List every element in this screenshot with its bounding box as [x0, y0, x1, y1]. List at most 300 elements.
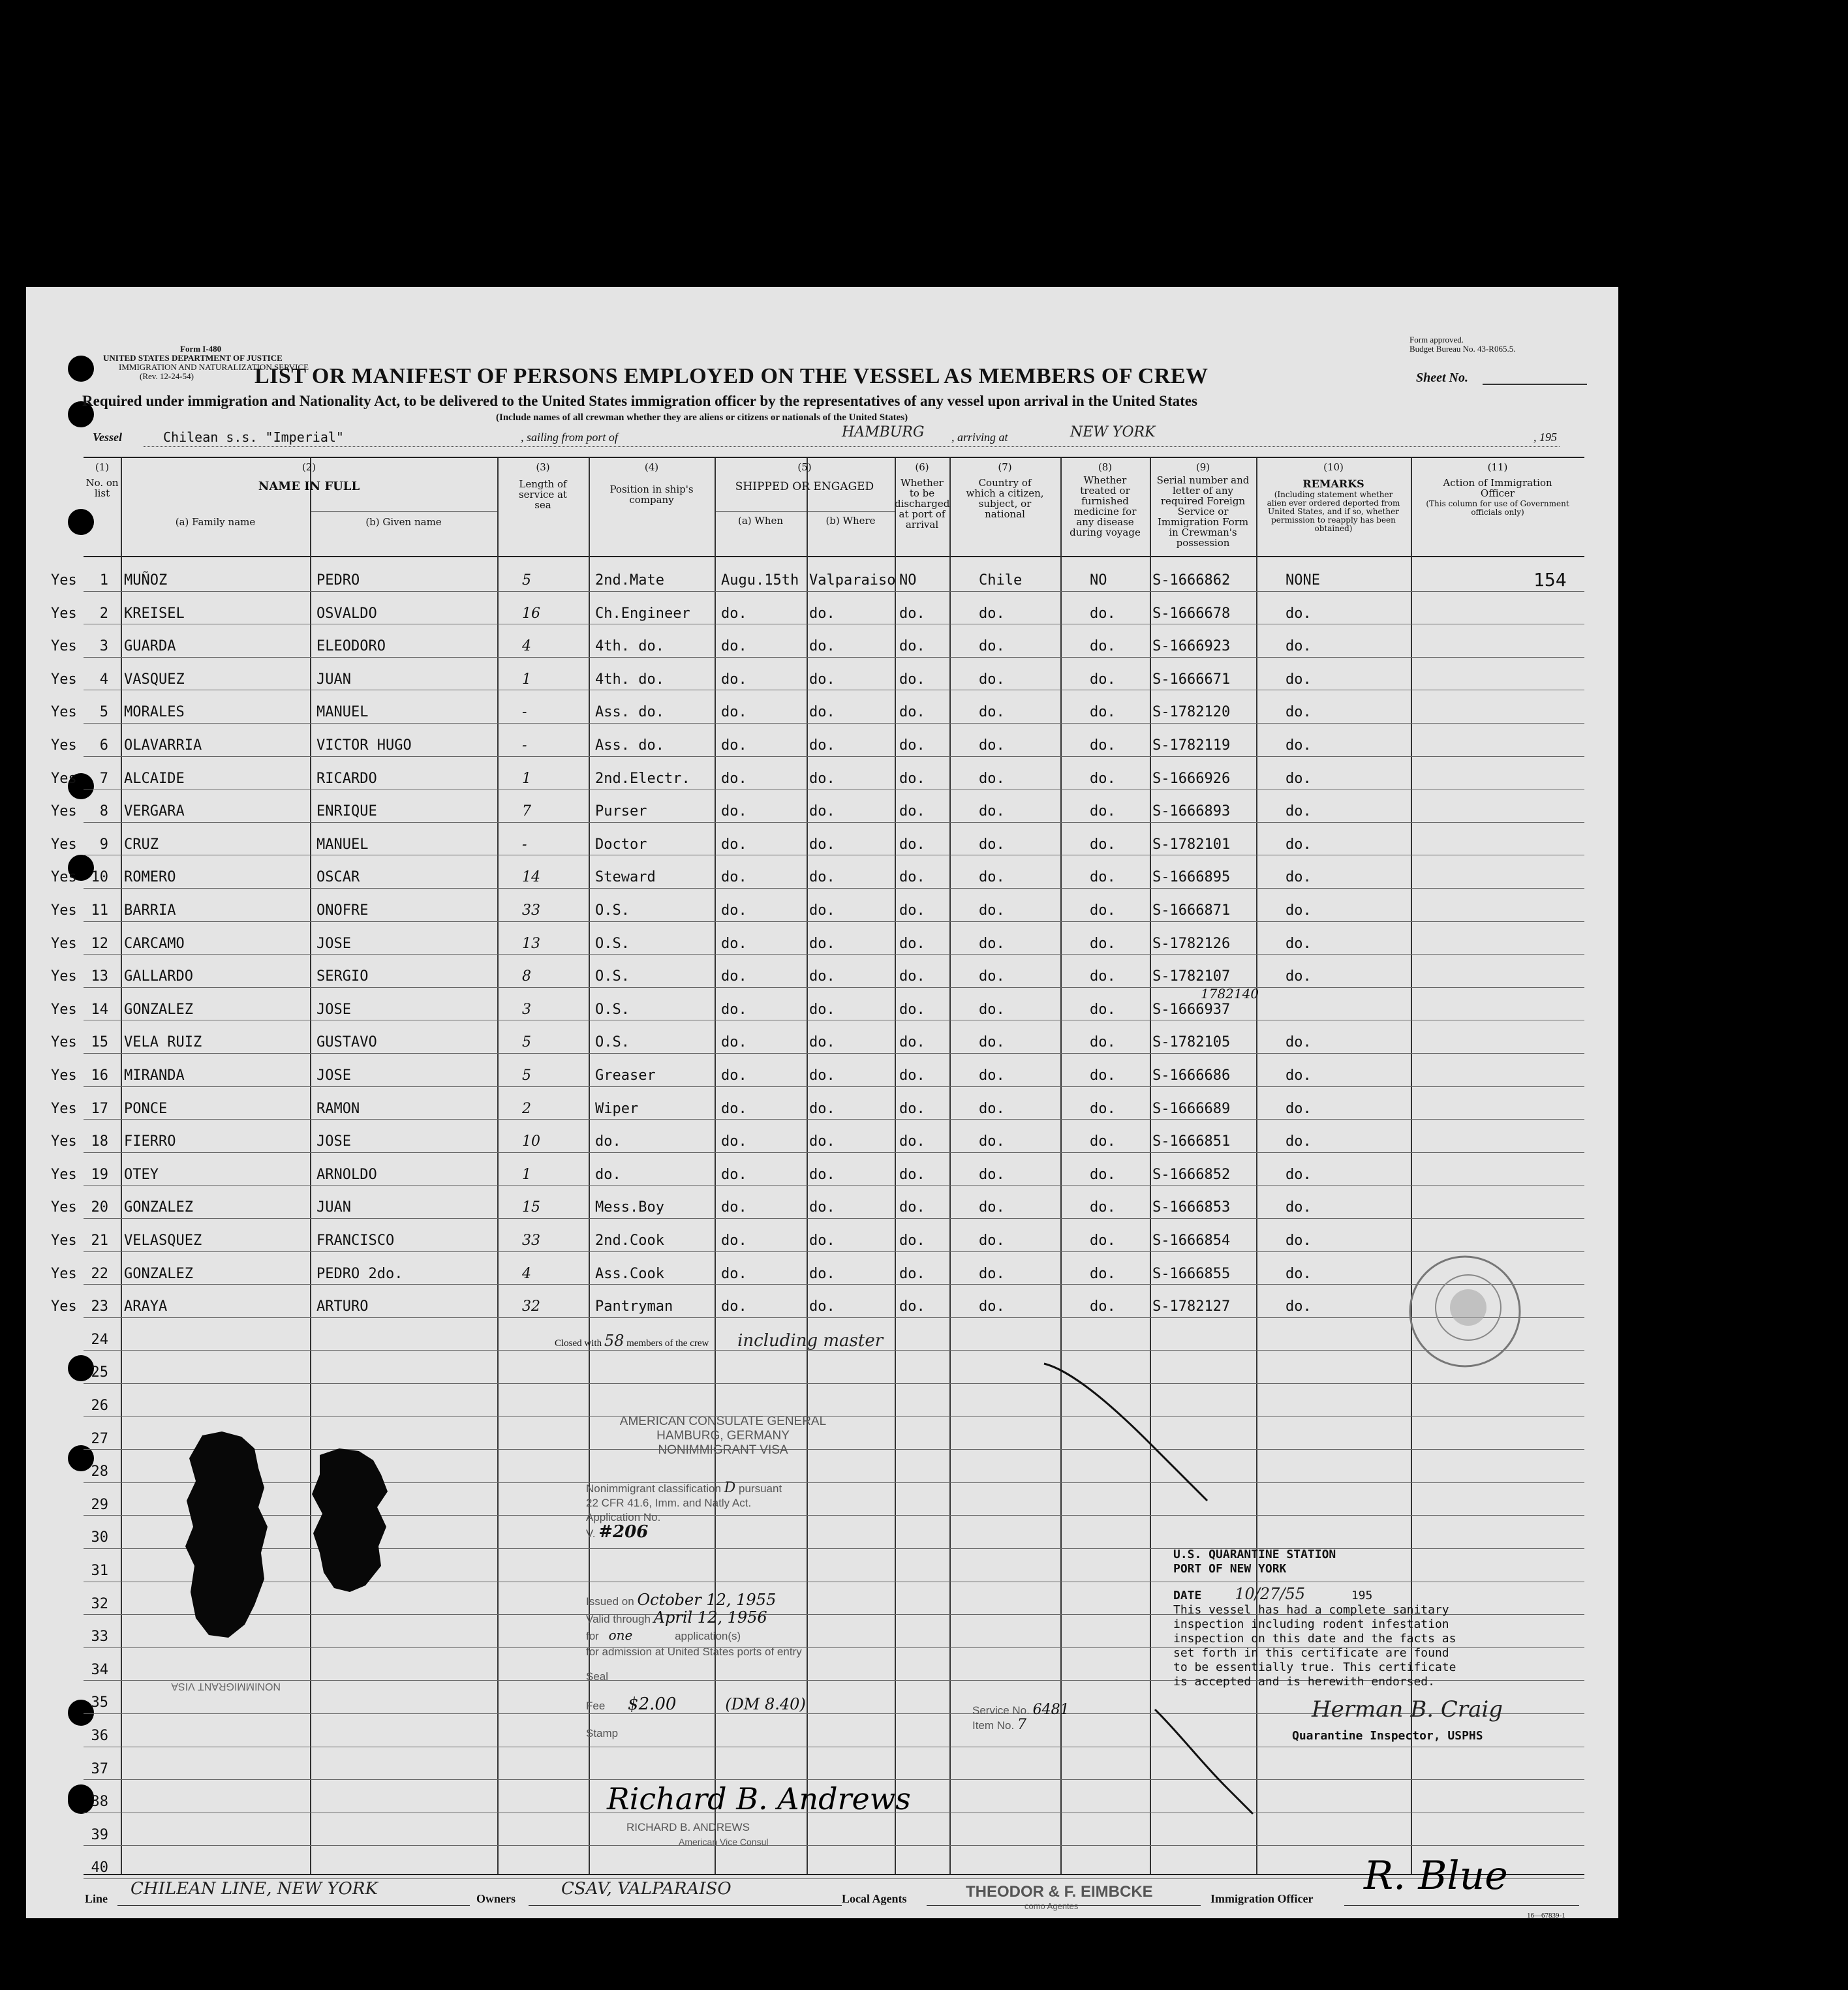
cell-position: O.S.	[595, 1034, 630, 1050]
cell-when: do.	[721, 902, 747, 919]
col2-header	[121, 462, 497, 492]
cell-given: ARNOLDO	[316, 1167, 377, 1183]
cell-family: FIERRO	[124, 1133, 176, 1150]
visa-for-value: one	[608, 1627, 633, 1643]
cell-given: ARTURO	[316, 1298, 369, 1315]
row-number: 31	[91, 1563, 108, 1579]
cell-country: do.	[979, 1298, 1005, 1315]
footer-owners-rule	[529, 1905, 842, 1906]
row-rule	[84, 822, 1584, 823]
cell-position: O.S.	[595, 968, 630, 985]
visa-class-value: D	[724, 1480, 736, 1496]
cell-serial: S-1666851	[1152, 1133, 1231, 1150]
cell-medicine: do.	[1090, 737, 1116, 754]
cell-service: 33	[522, 1232, 540, 1249]
col10-title: REMARKS	[1302, 478, 1364, 490]
cell-position: 2nd.Electr.	[595, 771, 690, 787]
budget-number: Budget Bureau No. 43-R065.5.	[1409, 344, 1516, 354]
cell-discharged: do.	[899, 869, 925, 885]
col7-number: (7)	[998, 461, 1012, 473]
pen-strokes	[1031, 1344, 1305, 1840]
cell-position: 2nd.Cook	[595, 1232, 664, 1249]
row-mark: Yes	[51, 1199, 77, 1216]
cell-where: do.	[809, 771, 835, 787]
cell-where: do.	[809, 1133, 835, 1150]
cell-family: OLAVARRIA	[124, 737, 202, 754]
visa-fee-note: (DM 8.40)	[725, 1695, 806, 1713]
quarantine-text3: inspection on this date and the facts as	[1173, 1632, 1456, 1646]
cell-remarks: do.	[1286, 1167, 1312, 1183]
row-number: 34	[91, 1662, 108, 1678]
cell-family: VELASQUEZ	[124, 1232, 202, 1249]
cell-discharged: do.	[899, 1034, 925, 1050]
cell-family: MIRANDA	[124, 1067, 185, 1084]
cell-medicine: do.	[1090, 1133, 1116, 1150]
cell-medicine: do.	[1090, 1232, 1116, 1249]
cell-given: JOSE	[316, 1133, 351, 1150]
cell-country: do.	[979, 605, 1005, 622]
cell-given: PEDRO 2do.	[316, 1266, 403, 1282]
cell-given: JOSE	[316, 1002, 351, 1018]
row-mark: Yes	[51, 771, 77, 787]
row-mark: Yes	[51, 1034, 77, 1050]
cell-when: do.	[721, 803, 747, 819]
row-number: 5	[99, 704, 108, 720]
cell-discharged: do.	[899, 1199, 925, 1216]
cell-where: do.	[809, 1034, 835, 1050]
cell-where: do.	[809, 671, 835, 688]
row-rule	[84, 888, 1584, 889]
service-name: IMMIGRATION AND NATURALIZATION SERVICE	[119, 362, 309, 372]
arriving-port: NEW YORK	[1070, 424, 1156, 440]
col11-number: (11)	[1487, 461, 1508, 473]
row-mark: Yes	[51, 902, 77, 919]
row-rule	[84, 1218, 1584, 1219]
cell-position: Pantryman	[595, 1298, 673, 1315]
cell-given: OSCAR	[316, 869, 360, 885]
visa-issued-label: Issued on	[586, 1595, 634, 1608]
row-number: 15	[91, 1034, 108, 1050]
cell-remarks: do.	[1286, 1232, 1312, 1249]
col4-title: Position in ship's company	[609, 483, 694, 506]
cell-service: -	[522, 704, 527, 720]
row-number: 40	[91, 1860, 108, 1876]
cell-position: Ass. do.	[595, 704, 664, 720]
row-rule	[84, 591, 1584, 592]
cell-serial: S-1666923	[1152, 638, 1231, 654]
footer-line-label: Line	[85, 1892, 108, 1905]
cell-service: 7	[522, 803, 531, 819]
row-mark: Yes	[51, 1298, 77, 1315]
cell-remarks: do.	[1286, 1034, 1312, 1050]
row-rule	[84, 1383, 1584, 1384]
visa-pursuant: pursuant	[739, 1482, 782, 1495]
col7-title: Country of which a citizen, subject, or national	[966, 477, 1044, 520]
row-rule	[84, 1152, 1584, 1153]
cell-where: do.	[809, 936, 835, 952]
cell-position: Mess.Boy	[595, 1199, 664, 1216]
cell-where: do.	[809, 1298, 835, 1315]
item-no-label: Item No.	[972, 1719, 1015, 1732]
row-number: 39	[91, 1827, 108, 1843]
cell-service: 33	[522, 902, 540, 919]
quarantine-inspector-title: Quarantine Inspector, USPHS	[1292, 1729, 1483, 1743]
cell-country: do.	[979, 771, 1005, 787]
visa-for-label: for	[586, 1630, 599, 1642]
row-number: 1	[99, 572, 108, 589]
cell-medicine: do.	[1090, 1266, 1116, 1282]
cell-service: 3	[522, 1002, 531, 1018]
cell-country: do.	[979, 704, 1005, 720]
cell-when: do.	[721, 605, 747, 622]
cell-position: Ch.Engineer	[595, 605, 690, 622]
cell-where: do.	[809, 1232, 835, 1249]
consulate-line3: NONIMMIGRANT VISA	[658, 1443, 788, 1457]
col1-title: No. on list	[85, 477, 119, 499]
cell-country: do.	[979, 1002, 1005, 1018]
closed-note	[555, 1331, 883, 1351]
row-number: 11	[91, 902, 108, 919]
cell-discharged: do.	[899, 1101, 925, 1117]
cell-discharged: do.	[899, 638, 925, 654]
cell-when: do.	[721, 737, 747, 754]
cell-discharged: NO	[899, 572, 917, 589]
col3-number: (3)	[536, 461, 550, 473]
cell-service: -	[522, 737, 527, 754]
cell-given: JUAN	[316, 1199, 351, 1216]
quarantine-line1: U.S. QUARANTINE STATION	[1173, 1548, 1336, 1561]
cell-given: RAMON	[316, 1101, 360, 1117]
header-bottom-rule	[84, 556, 1584, 557]
visa-block	[586, 1481, 782, 1541]
col8-header	[1060, 462, 1150, 538]
col-divider	[895, 458, 896, 1874]
serial-handwritten-correction: 1782140	[1201, 986, 1259, 1002]
cell-serial: S-1666855	[1152, 1266, 1231, 1282]
cell-service: 4	[522, 638, 531, 654]
cell-family: CRUZ	[124, 836, 159, 853]
cell-service: 14	[522, 869, 540, 885]
cell-when: do.	[721, 1067, 747, 1084]
row-number: 10	[91, 869, 108, 885]
row-rule	[84, 1284, 1584, 1285]
visa-fee-value: $2.00	[628, 1694, 677, 1714]
cell-when: do.	[721, 704, 747, 720]
cell-when: do.	[721, 968, 747, 985]
visa-applications-label: application(s)	[675, 1630, 741, 1642]
cell-when: do.	[721, 1298, 747, 1315]
quarantine-signature: Herman B. Craig	[1312, 1696, 1503, 1722]
footer-agents-stamp: THEODOR & F. EIMBCKE	[966, 1883, 1153, 1901]
cell-medicine: do.	[1090, 771, 1116, 787]
row-number: 6	[99, 737, 108, 754]
arriving-label: , arriving at	[951, 431, 1008, 444]
visa-application-label: Application No.	[586, 1511, 661, 1523]
cell-country: do.	[979, 902, 1005, 919]
cell-discharged: do.	[899, 671, 925, 688]
cell-country: do.	[979, 638, 1005, 654]
cell-when: do.	[721, 836, 747, 853]
cell-family: GONZALEZ	[124, 1199, 193, 1216]
punch-hole	[68, 509, 94, 535]
row-rule	[84, 723, 1584, 724]
col11-title: Action of Immigration Officer	[1443, 477, 1552, 499]
cell-family: PONCE	[124, 1101, 168, 1117]
row-mark: Yes	[51, 737, 77, 754]
visa-stamp-label: Stamp	[586, 1727, 619, 1739]
visa-issued-value: October 12, 1955	[637, 1591, 777, 1609]
visa-cfr: 22 CFR 41.6, Imm. and Natly Act.	[586, 1497, 752, 1509]
col10-header	[1256, 462, 1411, 533]
cell-given: MANUEL	[316, 836, 369, 853]
cell-discharged: do.	[899, 836, 925, 853]
cell-family: MORALES	[124, 704, 185, 720]
cell-where: do.	[809, 1002, 835, 1018]
cell-where: do.	[809, 704, 835, 720]
blotted-stamp-area	[131, 1429, 431, 1703]
row-number: 26	[91, 1398, 108, 1414]
quarantine-line2: PORT OF NEW YORK	[1173, 1562, 1287, 1576]
cell-serial: S-1666678	[1152, 605, 1231, 622]
quarantine-text6: is accepted and is herewith endorsed.	[1173, 1675, 1435, 1689]
cell-serial: S-1666854	[1152, 1232, 1231, 1249]
cell-family: ALCAIDE	[124, 771, 185, 787]
visa-app-number: #206	[598, 1522, 649, 1542]
cell-service: 5	[522, 1034, 531, 1050]
cell-discharged: do.	[899, 1167, 925, 1183]
cell-where: do.	[809, 902, 835, 919]
cell-position: 2nd.Mate	[595, 572, 664, 589]
cell-family: VERGARA	[124, 803, 185, 819]
cell-country: Chile	[979, 572, 1023, 589]
footer-agents-label: Local Agents	[842, 1892, 907, 1905]
closed-printed-b: members of the crew	[626, 1338, 709, 1349]
footer-officer-rule	[1344, 1905, 1579, 1906]
cell-medicine: do.	[1090, 836, 1116, 853]
cell-remarks: do.	[1286, 704, 1312, 720]
col2a-header: (a) Family name	[175, 516, 256, 528]
cell-remarks: NONE	[1286, 572, 1320, 589]
cell-remarks: do.	[1286, 1266, 1312, 1282]
row-mark: Yes	[51, 803, 77, 819]
row-rule	[84, 1185, 1584, 1186]
cell-country: do.	[979, 1167, 1005, 1183]
cell-serial: S-1666893	[1152, 803, 1231, 819]
visa-admission: for admission at United States ports of entry	[586, 1646, 802, 1658]
visa-validity	[586, 1592, 806, 1741]
ink-blot	[185, 1431, 268, 1638]
col1-number: (1)	[95, 461, 110, 473]
row-number: 29	[91, 1497, 108, 1513]
cell-family: GUARDA	[124, 638, 176, 654]
page-number: 154	[1533, 569, 1567, 590]
cell-family: CARCAMO	[124, 936, 185, 952]
cell-where: do.	[809, 836, 835, 853]
cell-service: -	[522, 836, 527, 853]
row-number: 18	[91, 1133, 108, 1150]
vessel-name: Chilean s.s. "Imperial"	[163, 429, 344, 445]
cell-remarks: do.	[1286, 1067, 1312, 1084]
cell-where: do.	[809, 869, 835, 885]
row-number: 35	[91, 1694, 108, 1711]
cell-discharged: do.	[899, 1002, 925, 1018]
cell-medicine: do.	[1090, 936, 1116, 952]
cell-when: do.	[721, 1002, 747, 1018]
row-number: 16	[91, 1067, 108, 1084]
row-mark: Yes	[51, 572, 77, 589]
cell-medicine: do.	[1090, 1167, 1116, 1183]
cell-position: 4th. do.	[595, 638, 664, 654]
cell-given: ONOFRE	[316, 902, 369, 919]
row-rule	[84, 1779, 1584, 1780]
cell-given: JOSE	[316, 1067, 351, 1084]
cell-family: GALLARDO	[124, 968, 193, 985]
cell-country: do.	[979, 803, 1005, 819]
cell-position: O.S.	[595, 902, 630, 919]
cell-serial: S-1666862	[1152, 572, 1231, 589]
row-number: 8	[99, 803, 108, 819]
cell-when: do.	[721, 671, 747, 688]
cell-where: do.	[809, 1067, 835, 1084]
col9-header	[1150, 462, 1256, 548]
row-number: 12	[91, 936, 108, 952]
cell-position: do.	[595, 1133, 621, 1150]
cell-service: 16	[522, 605, 540, 622]
cell-medicine: do.	[1090, 902, 1116, 919]
cell-position: O.S.	[595, 936, 630, 952]
consul-signature: Richard B. Andrews	[607, 1781, 911, 1816]
cell-when: Augu.15th	[721, 572, 799, 589]
col3-title: Length of service at sea	[518, 478, 568, 511]
cell-country: do.	[979, 936, 1005, 952]
mirrored-stamp-text: NONIMMIGRANT VISA	[171, 1681, 281, 1692]
cell-country: do.	[979, 1034, 1005, 1050]
consulate-line2: HAMBURG, GERMANY	[656, 1429, 790, 1443]
cell-serial: S-1782101	[1152, 836, 1231, 853]
row-number: 28	[91, 1463, 108, 1480]
cell-serial: S-1666853	[1152, 1199, 1231, 1216]
footer-owners-label: Owners	[476, 1892, 516, 1905]
cell-service: 1	[522, 671, 531, 688]
row-mark: Yes	[51, 1232, 77, 1249]
row-number: 17	[91, 1101, 108, 1117]
cell-country: do.	[979, 1067, 1005, 1084]
cell-discharged: do.	[899, 704, 925, 720]
service-no-value: 6481	[1032, 1702, 1070, 1718]
quarantine-text5: to be essentially true. This certificate	[1173, 1661, 1456, 1674]
sailing-label: , sailing from port of	[521, 431, 618, 444]
row-mark: Yes	[51, 1002, 77, 1018]
cell-service: 2	[522, 1101, 531, 1117]
cell-given: ELEODORO	[316, 638, 386, 654]
col8-number: (8)	[1098, 461, 1113, 473]
include-note: (Include names of all crewman whether they are aliens or citizens or nationals of the United States)	[496, 412, 908, 423]
cell-position: O.S.	[595, 1002, 630, 1018]
cell-medicine: do.	[1090, 1298, 1116, 1315]
cell-country: do.	[979, 671, 1005, 688]
row-mark: Yes	[51, 1101, 77, 1117]
cell-serial: S-1666937	[1152, 1002, 1231, 1018]
cell-service: 8	[522, 968, 531, 985]
cell-country: do.	[979, 1266, 1005, 1282]
cell-service: 1	[522, 771, 531, 787]
pen-stroke	[1155, 1709, 1253, 1814]
cell-family: ARAYA	[124, 1298, 168, 1315]
col4-header	[589, 462, 715, 505]
sheet-number-label: Sheet No.	[1416, 371, 1468, 385]
row-mark: Yes	[51, 1133, 77, 1150]
row-mark: Yes	[51, 605, 77, 622]
consul-name-block	[626, 1820, 768, 1849]
col10-number: (10)	[1323, 461, 1344, 473]
row-number: 38	[91, 1794, 108, 1810]
row-rule	[84, 657, 1584, 658]
row-number: 21	[91, 1232, 108, 1249]
col4-number: (4)	[644, 461, 659, 473]
cell-position: 4th. do.	[595, 671, 664, 688]
cell-family: VASQUEZ	[124, 671, 185, 688]
cell-medicine: do.	[1090, 638, 1116, 654]
row-number: 36	[91, 1728, 108, 1744]
row-rule	[84, 756, 1584, 757]
row-mark: Yes	[51, 869, 77, 885]
row-number: 13	[91, 968, 108, 985]
cell-medicine: do.	[1090, 803, 1116, 819]
cell-when: do.	[721, 1232, 747, 1249]
cell-discharged: do.	[899, 605, 925, 622]
col11-subtitle: (This column for use of Government officials only)	[1426, 499, 1569, 517]
col5-title: SHIPPED OR ENGAGED	[735, 480, 874, 493]
row-number: 30	[91, 1529, 108, 1546]
table-bottom-rule	[84, 1874, 1584, 1875]
sheet-number-line	[1483, 384, 1587, 385]
cell-discharged: do.	[899, 771, 925, 787]
row-mark: Yes	[51, 638, 77, 654]
cell-given: JUAN	[316, 671, 351, 688]
cell-country: do.	[979, 1199, 1005, 1216]
cell-remarks: do.	[1286, 605, 1312, 622]
footer-owners-value: CSAV, VALPARAISO	[561, 1879, 732, 1899]
visa-valid-label: Valid through	[586, 1613, 651, 1625]
row-number: 14	[91, 1002, 108, 1018]
cell-discharged: do.	[899, 902, 925, 919]
row-number: 23	[91, 1298, 108, 1315]
cell-position: Ass.Cook	[595, 1266, 664, 1282]
row-number: 37	[91, 1761, 108, 1777]
cell-remarks: do.	[1286, 671, 1312, 688]
round-seal-stamp	[1390, 1253, 1540, 1370]
row-rule	[84, 1086, 1584, 1087]
cell-where: do.	[809, 737, 835, 754]
cell-position: do.	[595, 1167, 621, 1183]
cell-given: RICARDO	[316, 771, 377, 787]
cell-discharged: do.	[899, 803, 925, 819]
cell-family: ROMERO	[124, 869, 176, 885]
pen-stroke	[1044, 1364, 1207, 1501]
cell-service: 10	[522, 1133, 540, 1150]
cell-service: 4	[522, 1266, 531, 1282]
cell-position: Wiper	[595, 1101, 639, 1117]
row-rule	[84, 1119, 1584, 1120]
col6-number: (6)	[915, 461, 929, 473]
cell-remarks: do.	[1286, 803, 1312, 819]
cell-discharged: do.	[899, 968, 925, 985]
cell-medicine: do.	[1090, 1199, 1116, 1216]
cell-position: Ass. do.	[595, 737, 664, 754]
col6-header	[895, 462, 949, 530]
cell-where: do.	[809, 1266, 835, 1282]
cell-family: KREISEL	[124, 605, 185, 622]
